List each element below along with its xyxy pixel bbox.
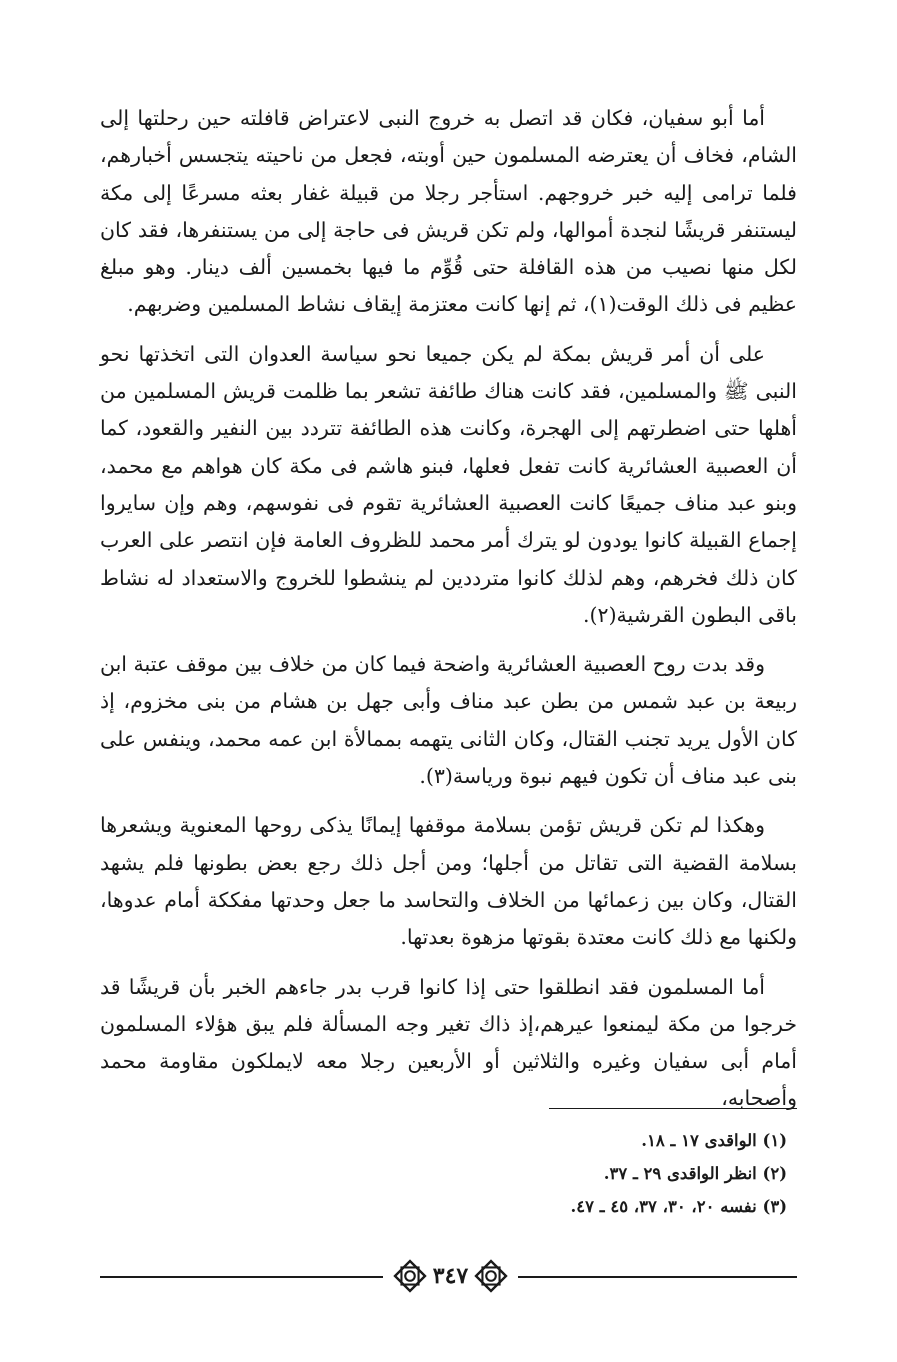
footnote-3: (٣) نفسه ٢٠، ٣٠، ٣٧، ٤٥ ـ ٤٧. [570,1197,787,1216]
footnote-separator [549,1108,797,1109]
page-number: ٣٤٧ [432,1263,469,1289]
paragraph-3: وقد بدت روح العصبية العشائرية واضحة فيما كان من خلاف بين موقف عتبة ابن ربيعة بن عبد شمس من بطن عبد مناف وأبى جهل بن هشام من بنى مخزوم، إذ كان الأول يريد تجنب القتال، وكان الثانى يتهمه بممالأة ابن عمه محمد، وينفس على بنى عبد مناف أن تكون فيهم نبوة ورياسة(٣). [100,652,797,789]
paragraph-2: على أن أمر قريش بمكة لم يكن جميعا نحو سياسة العدوان التى اتخذتها نحو النبى ﷺ والمسلمين، فقد كانت هناك طائفة تشعر بما ظلمت قريش المسلمين من أهلها حتى اضطرتهم إلى الهجرة، وكانت هذه الطائفة تتردد بين النفير والقعود، كما أن العصبية العشائرية كانت تفعل فعلها، فبنو هاشم فى مكة كان هواهم مع محمد، وبنو عبد مناف جميعًا كانت العصبية العشائرية تقوم فى نفوسهم، وهم وإن سايروا إجماع القبيلة كانوا يودون لو يترك أمر محمد للظروف العامة فإن انتصر على العرب كان ذلك فخرهم، وهم لذلك كانوا مترددين لم ينشطوا للخروج والاستعداد له نشاط باقى البطون القرشية(٢). [100,341,797,627]
paragraph-1: أما أبو سفيان، فكان قد اتصل به خروج النبى لاعتراض قافلته حين رحلتها إلى الشام، فخاف أن يعترضه المسلمون حين أوبته، فجعل من ناحيته يتجسس أخبارهم، فلما ترامى إليه خبر خروجهم. استأجر رجلا من قبيلة غفار بعثه مسرعًا إلى مكة ليستنفر قريشًا لنجدة أموالها، ولم تكن قريش فى حاجة إلى من يستنفرها، فقد كان لكل منها نصيب من هذه القافلة حتى قُوِّم ما فيها بخمسين ألف دينار. وهو مبلغ عظيم فى ذلك الوقت(١)، ثم إنها كانت معتزمة إيقاف نشاط المسلمين وضربهم. [100,106,797,317]
arabesque-knot-icon [472,1256,510,1296]
footnote-1: (١) الواقدى ١٧ ـ ١٨. [641,1131,787,1150]
arabesque-knot-icon [391,1256,429,1296]
page-number-ornament [383,1254,518,1298]
paragraph-4: وهكذا لم تكن قريش تؤمن بسلامة موقفها إيمانًا يذكى روحها المعنوية ويشعرها بسلامة القضية التى تقاتل من أجلها؛ ومن أجل ذلك رجع بعض بطونها فلم يشهد القتال، وكان بين زعمائها من الخلاف والتحاسد ما جعل وحدتها مفككة أمام عدوها، ولكنها مع ذلك كانت معتدة بقوتها مزهوة بعدتها. [100,813,797,950]
footnote-2: (٢) انظر الواقدى ٢٩ ـ ٣٧. [603,1164,787,1183]
page-body [100,100,797,1130]
paragraph-5: أما المسلمون فقد انطلقوا حتى إذا كانوا قرب بدر جاءهم الخبر بأن قريشًا قد خرجوا من مكة ليمنعوا عيرهم،إذ ذاك تغير وجه المسألة فلم يبق هؤلاء المسلمون أمام أبى سفيان وغيره والثلاثين أو الأربعين رجلا معه لايملكون مقاومة محمد وأصحابه، [100,974,797,1111]
footnotes [187,1124,787,1223]
